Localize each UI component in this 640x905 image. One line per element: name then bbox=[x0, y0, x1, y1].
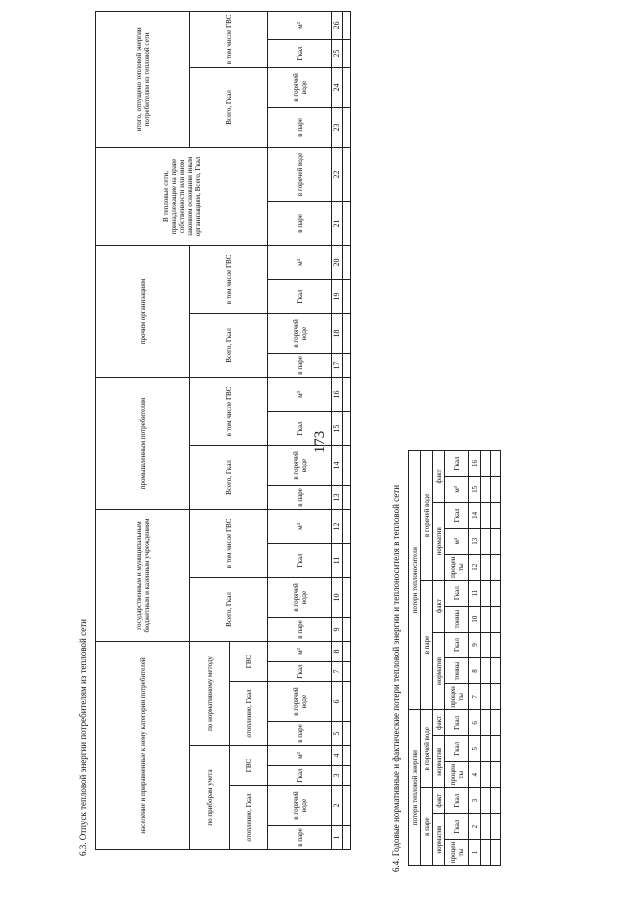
unit-cell: проценты bbox=[445, 840, 469, 866]
unit-cell: проценты bbox=[445, 684, 469, 710]
data-cell bbox=[343, 617, 351, 641]
group-government: государственным и муниципальным бюджетным и казенным учреждениям bbox=[96, 509, 190, 641]
unit-cell: в паре bbox=[268, 617, 332, 641]
ind-incl-gvs: в том числе ГВС bbox=[190, 377, 268, 445]
col-number: 26 bbox=[332, 11, 343, 39]
group-population: население и приравненные к нему категории потребителей bbox=[96, 641, 190, 849]
norm-header: норматив bbox=[433, 736, 445, 788]
data-cell bbox=[481, 528, 491, 554]
col-number: 24 bbox=[332, 67, 343, 107]
unit-cell: в горячей воде bbox=[268, 313, 332, 353]
data-cell bbox=[481, 502, 491, 528]
fact-header: факт bbox=[433, 451, 445, 503]
unit-cell: м³ bbox=[445, 528, 469, 554]
group-other: прочим организациям bbox=[96, 245, 190, 377]
unit-cell: в паре bbox=[268, 201, 332, 245]
col-number: 19 bbox=[332, 279, 343, 313]
data-cell bbox=[343, 746, 351, 766]
heat-losses-header: потери тепловой энергии bbox=[409, 710, 421, 866]
data-cell bbox=[491, 710, 501, 736]
col-number: 16 bbox=[469, 451, 481, 477]
data-cell bbox=[491, 684, 501, 710]
data-cell bbox=[343, 766, 351, 786]
fact-header: факт bbox=[433, 580, 445, 632]
data-cell bbox=[343, 641, 351, 661]
data-cell bbox=[491, 840, 501, 866]
data-cell bbox=[343, 147, 351, 201]
col-number: 14 bbox=[332, 445, 343, 485]
col-number: 14 bbox=[469, 502, 481, 528]
col-number: 8 bbox=[332, 641, 343, 661]
group-other-networks: В тепловые сети, принадлежащие на праве собственности или ином законном основании иным организациям, Всего, Гкал bbox=[96, 147, 268, 245]
col-number: 3 bbox=[332, 766, 343, 786]
data-cell bbox=[343, 353, 351, 377]
fact-header: факт bbox=[433, 710, 445, 736]
unit-cell: в паре bbox=[268, 107, 332, 147]
data-cell bbox=[343, 245, 351, 279]
data-cell bbox=[491, 528, 501, 554]
data-cell bbox=[343, 39, 351, 67]
col-number: 12 bbox=[469, 554, 481, 580]
col-number: 15 bbox=[469, 476, 481, 502]
gov-incl-gvs: в том числе ГВС bbox=[190, 509, 268, 577]
oth-incl-gvs: в том числе ГВС bbox=[190, 245, 268, 313]
ind-total: Всего, Гкал bbox=[190, 445, 268, 509]
unit-cell: в горячей воде bbox=[268, 786, 332, 826]
data-cell bbox=[343, 509, 351, 543]
col-number: 2 bbox=[469, 814, 481, 840]
data-cell bbox=[491, 476, 501, 502]
unit-cell: м³ bbox=[268, 245, 332, 279]
data-cell bbox=[343, 786, 351, 826]
col-number: 11 bbox=[332, 543, 343, 577]
group-total: итого, отпущено тепловой энергии потребителям из тепловой сети bbox=[96, 11, 190, 147]
col-number: 16 bbox=[332, 377, 343, 411]
unit-cell: Гкал bbox=[445, 788, 469, 814]
data-cell bbox=[491, 632, 501, 658]
col-number: 21 bbox=[332, 201, 343, 245]
data-cell bbox=[491, 580, 501, 606]
unit-cell: в паре bbox=[268, 826, 332, 850]
unit-cell: Гкал bbox=[445, 814, 469, 840]
col-number: 18 bbox=[332, 313, 343, 353]
unit-cell: в горячей воде bbox=[268, 67, 332, 107]
tot-incl-gvs: в том числе ГВС bbox=[190, 11, 268, 67]
data-cell bbox=[343, 11, 351, 39]
col-number: 1 bbox=[469, 840, 481, 866]
col-number: 4 bbox=[332, 746, 343, 766]
data-cell bbox=[343, 107, 351, 147]
unit-cell: Гкал bbox=[268, 39, 332, 67]
heat-steam: в паре bbox=[421, 788, 433, 866]
data-cell bbox=[343, 826, 351, 850]
subgroup-by-norm: по нормативному методу bbox=[190, 641, 230, 745]
unit-cell: тонны bbox=[445, 606, 469, 632]
data-cell bbox=[491, 658, 501, 684]
unit-cell: Гкал bbox=[268, 279, 332, 313]
data-cell bbox=[343, 67, 351, 107]
unit-cell: Гкал bbox=[268, 662, 332, 682]
data-cell bbox=[481, 451, 491, 477]
unit-cell: м³ bbox=[268, 377, 332, 411]
data-cell bbox=[491, 451, 501, 477]
data-cell bbox=[491, 736, 501, 762]
unit-cell: м³ bbox=[268, 641, 332, 661]
data-cell bbox=[481, 736, 491, 762]
data-cell bbox=[481, 710, 491, 736]
data-cell bbox=[481, 554, 491, 580]
unit-cell: проценты bbox=[445, 554, 469, 580]
col-number: 1 bbox=[332, 826, 343, 850]
unit-cell: м³ bbox=[268, 509, 332, 543]
data-cell bbox=[481, 840, 491, 866]
data-cell bbox=[343, 682, 351, 722]
col-number: 25 bbox=[332, 39, 343, 67]
data-cell bbox=[343, 377, 351, 411]
carrier-hot-water: в горячей воде bbox=[421, 451, 433, 581]
meter-gvs: ГВС bbox=[230, 746, 268, 786]
col-number: 10 bbox=[469, 606, 481, 632]
gov-total: Всего, Гкал bbox=[190, 577, 268, 641]
unit-cell: Гкал bbox=[445, 580, 469, 606]
heat-supply-table bbox=[95, 14, 350, 850]
col-number: 23 bbox=[332, 107, 343, 147]
fact-header: факт bbox=[433, 788, 445, 814]
col-number: 5 bbox=[469, 736, 481, 762]
data-cell bbox=[343, 445, 351, 485]
norm-heating: отопление, Гкал bbox=[230, 682, 268, 746]
col-number: 6 bbox=[332, 682, 343, 722]
unit-cell: в горячей воде bbox=[268, 445, 332, 485]
unit-cell: Гкал bbox=[268, 411, 332, 445]
norm-header: норматив bbox=[433, 632, 445, 710]
data-cell bbox=[343, 313, 351, 353]
unit-cell: Гкал bbox=[445, 632, 469, 658]
data-cell bbox=[481, 658, 491, 684]
data-cell bbox=[491, 554, 501, 580]
unit-cell: Гкал bbox=[268, 766, 332, 786]
carrier-steam: в паре bbox=[421, 580, 433, 710]
unit-cell: м³ bbox=[268, 746, 332, 766]
col-number: 7 bbox=[332, 662, 343, 682]
unit-cell: проценты bbox=[445, 762, 469, 788]
col-number: 8 bbox=[469, 658, 481, 684]
unit-cell: Гкал bbox=[445, 502, 469, 528]
col-number: 11 bbox=[469, 580, 481, 606]
page-number: 173 bbox=[312, 430, 328, 454]
col-number: 5 bbox=[332, 722, 343, 746]
unit-cell: в горячей воде bbox=[268, 147, 332, 201]
data-cell bbox=[343, 722, 351, 746]
data-cell bbox=[481, 580, 491, 606]
data-cell bbox=[343, 411, 351, 445]
unit-cell: тонны bbox=[445, 658, 469, 684]
col-number: 2 bbox=[332, 786, 343, 826]
data-cell bbox=[481, 814, 491, 840]
norm-header: норматив bbox=[433, 814, 445, 866]
data-cell bbox=[481, 684, 491, 710]
col-number: 12 bbox=[332, 509, 343, 543]
tot-total: Всего, Гкал bbox=[190, 67, 268, 147]
section-6-4-title: 6.4. Годовые нормативные и фактические потери тепловой энергии и теплоносителя в тепловой сети bbox=[391, 484, 401, 872]
data-cell bbox=[481, 788, 491, 814]
col-number: 6 bbox=[469, 710, 481, 736]
unit-cell: в горячей воде bbox=[268, 577, 332, 617]
col-number: 7 bbox=[469, 684, 481, 710]
unit-cell: Гкал bbox=[268, 543, 332, 577]
col-number: 3 bbox=[469, 788, 481, 814]
data-cell bbox=[481, 632, 491, 658]
unit-cell: м³ bbox=[445, 476, 469, 502]
data-cell bbox=[491, 762, 501, 788]
data-cell bbox=[343, 543, 351, 577]
data-cell bbox=[343, 577, 351, 617]
norm-gvs: ГВС bbox=[230, 641, 268, 681]
col-number: 9 bbox=[469, 632, 481, 658]
unit-cell: в паре bbox=[268, 485, 332, 509]
data-cell bbox=[343, 201, 351, 245]
data-cell bbox=[343, 485, 351, 509]
col-number: 10 bbox=[332, 577, 343, 617]
meter-heating: отопление, Гкал bbox=[230, 786, 268, 850]
unit-cell: Гкал bbox=[445, 451, 469, 477]
data-cell bbox=[481, 476, 491, 502]
col-number: 4 bbox=[469, 762, 481, 788]
col-number: 15 bbox=[332, 411, 343, 445]
losses-table bbox=[408, 450, 500, 866]
unit-cell: Гкал bbox=[445, 710, 469, 736]
col-number: 13 bbox=[469, 528, 481, 554]
col-number: 17 bbox=[332, 353, 343, 377]
unit-cell: в паре bbox=[268, 353, 332, 377]
data-cell bbox=[343, 279, 351, 313]
col-number: 20 bbox=[332, 245, 343, 279]
data-cell bbox=[481, 606, 491, 632]
subgroup-by-meter: по приборам учета bbox=[190, 746, 230, 850]
col-number: 13 bbox=[332, 485, 343, 509]
data-cell bbox=[343, 662, 351, 682]
oth-total: Всего, Гкал bbox=[190, 313, 268, 377]
data-cell bbox=[491, 788, 501, 814]
data-cell bbox=[491, 814, 501, 840]
unit-cell: в паре bbox=[268, 722, 332, 746]
unit-cell: в горячей воде bbox=[268, 682, 332, 722]
col-number: 22 bbox=[332, 147, 343, 201]
unit-cell: Гкал bbox=[445, 736, 469, 762]
col-number: 9 bbox=[332, 617, 343, 641]
data-cell bbox=[491, 606, 501, 632]
heat-hot-water: в горячей воде bbox=[421, 710, 433, 788]
data-cell bbox=[491, 502, 501, 528]
carrier-losses-header: потери теплоносителя bbox=[409, 451, 421, 710]
section-6-3-title: 6.3. Отпуск тепловой энергии потребителям из тепловой сети bbox=[78, 619, 88, 856]
unit-cell: м³ bbox=[268, 11, 332, 39]
data-cell bbox=[481, 762, 491, 788]
norm-header: норматив bbox=[433, 502, 445, 580]
group-industrial: промышленным потребителям bbox=[96, 377, 190, 509]
